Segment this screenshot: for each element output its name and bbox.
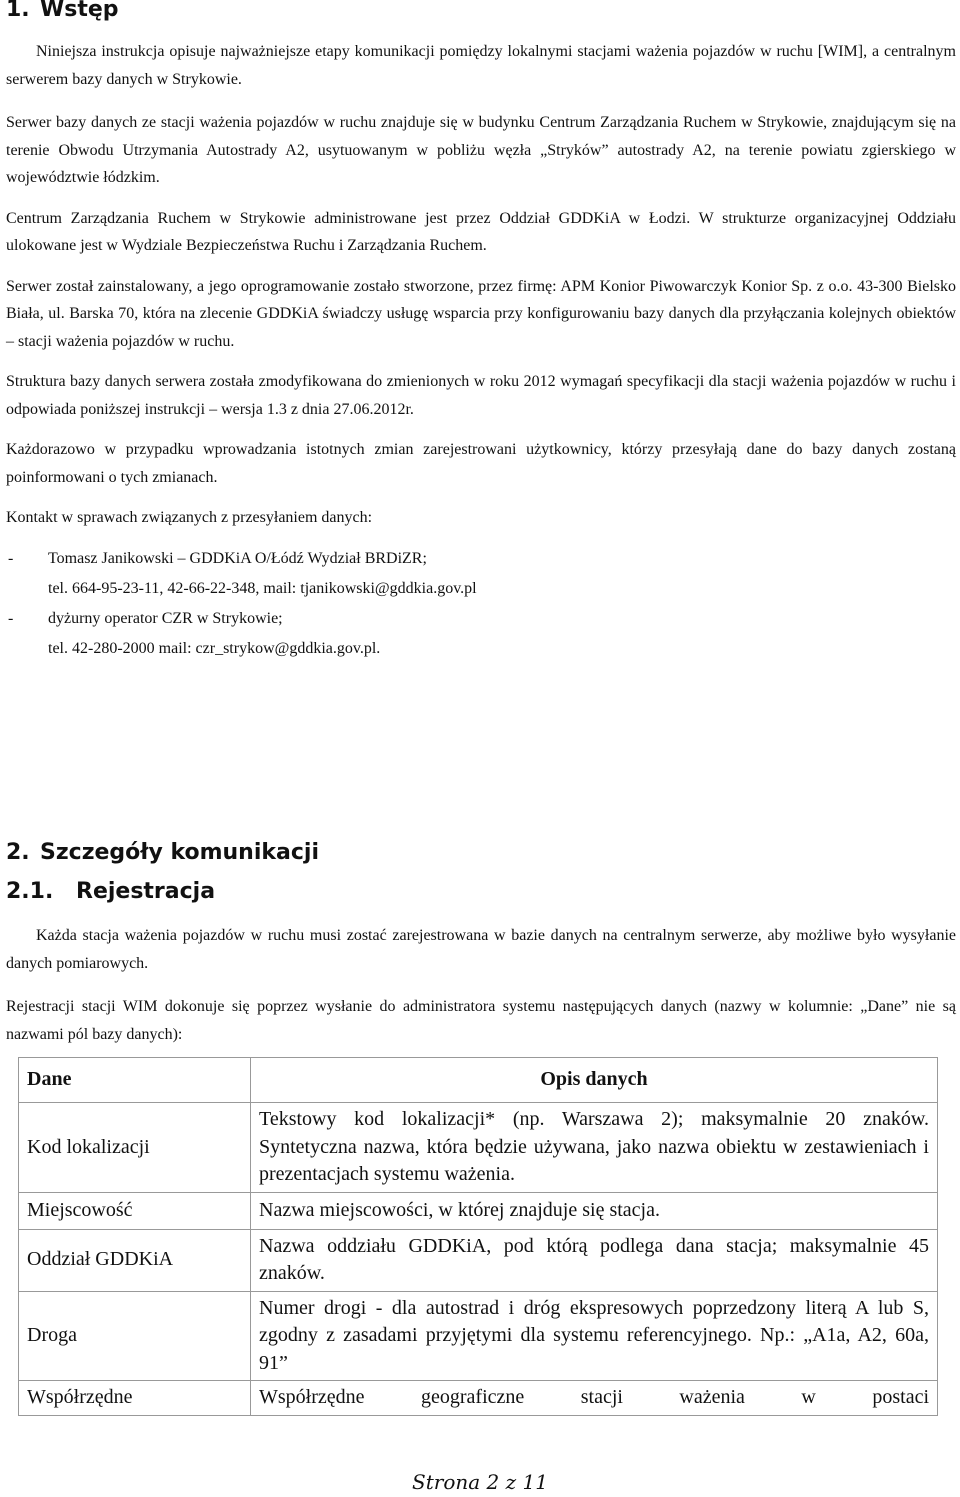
paragraph: Niniejsza instrukcja opisuje najważniejsze etapy komunikacji pomiędzy lokalnymi stacjami ważenia pojazdów w ruchu [WIM], a centralnym serwerem bazy danych w Strykowie. — [6, 43, 956, 88]
table-cell-desc: Numer drogi - dla autostrad i dróg ekspresowych poprzedzony literą A lub S, zgodny z zasadami przyjętymi dla systemu referencyjnego. Np.: „A1a, A2, 60a, 91” — [251, 1291, 938, 1381]
paragraph: Struktura bazy danych serwera została zmodyfikowana do zmienionych w roku 2012 wymagań specyfikacji dla stacji ważenia pojazdów w ruchu i odpowiada poniższej instrukcji – wersja 1.3 z dnia 27.06.2012r. — [6, 373, 956, 418]
section-heading-2 — [6, 840, 956, 865]
section-title: Rejestracja — [76, 879, 216, 904]
contact-details: tel. 664-95-23-11, 42-66-22-348, mail: tjanikowski@gddkia.gov.pl — [48, 579, 477, 597]
table-cell-name: Droga — [19, 1291, 251, 1381]
table-cell-name: Kod lokalizacji — [19, 1103, 251, 1193]
table-row — [19, 1291, 938, 1381]
paragraph: Każdorazowo w przypadku wprowadzania istotnych zmian zarejestrowani użytkownicy, którzy przesyłają dane do bazy danych zostaną poinformowani o tych zmianach. — [6, 441, 956, 486]
contact-name: Tomasz Janikowski – GDDKiA O/Łódź Wydział BRDiZR; — [48, 549, 427, 567]
contact-details: tel. 42-280-2000 mail: czr_strykow@gddkia.gov.pl. — [48, 639, 381, 657]
paragraph: Centrum Zarządzania Ruchem w Strykowie administrowane jest przez Oddział GDDKiA w Łodzi. W strukturze organizacyjnej Oddziału ulokowane jest w Wydziale Bezpieczeństwa Ruchu i Zarządzania Ruchem. — [6, 209, 956, 254]
contact-intro: Kontakt w sprawach związanych z przesyłaniem danych: — [6, 509, 373, 526]
table-cell-name: Współrzędne — [19, 1381, 251, 1416]
contact-item — [6, 604, 956, 664]
table-header-row — [19, 1058, 938, 1103]
table-cell-desc: Nazwa miejscowości, w której znajduje się stacja. — [251, 1192, 938, 1229]
table-row — [19, 1381, 938, 1416]
table-row — [19, 1192, 938, 1229]
section-1-body — [6, 38, 956, 664]
section-2-1-body — [6, 922, 956, 1048]
table-header-cell: Dane — [19, 1058, 251, 1103]
contact-item — [6, 544, 956, 604]
list-bullet: - — [8, 549, 14, 567]
contact-name: dyżurny operator CZR w Strykowie; — [48, 609, 283, 627]
page-footer: Strona 2 z 11 — [412, 1470, 548, 1494]
table-cell-name: Miejscowość — [19, 1192, 251, 1229]
table-cell-desc: Współrzędne geograficzne stacji ważenia w postaci — [251, 1381, 938, 1416]
contact-list — [6, 544, 956, 664]
paragraph: Serwer bazy danych ze stacji ważenia pojazdów w ruchu znajduje się w budynku Centrum Zarządzania Ruchem w Strykowie, znajdującym się na terenie Obwodu Utrzymania Autostrady A2, usytuowanym w pobliżu węzła „Stryków” autostrady A2, na terenie powiatu zgierskiego w województwie łódzkim. — [6, 114, 956, 186]
section-number: 2. — [6, 840, 30, 865]
paragraph: Każda stacja ważenia pojazdów w ruchu musi zostać zarejestrowana w bazie danych na centralnym serwerze, aby możliwe było wysyłanie danych pomiarowych. — [6, 927, 956, 972]
section-title: Wstęp — [40, 0, 119, 22]
section-heading-2-1 — [6, 879, 956, 904]
table-row — [19, 1103, 938, 1193]
list-bullet: - — [8, 609, 14, 627]
paragraph: Rejestracji stacji WIM dokonuje się poprzez wysłanie do administratora systemu następujących danych (nazwy w kolumnie: „Dane” nie są nazwami pól bazy danych): — [6, 998, 956, 1043]
section-number: 2.1. — [6, 879, 54, 904]
table-cell-desc: Nazwa oddziału GDDKiA, pod którą podlega dana stacja; maksymalnie 45 znaków. — [251, 1229, 938, 1291]
table-cell-desc: Tekstowy kod lokalizacji* (np. Warszawa 2); maksymalnie 20 znaków. Syntetyczna nazwa, która będzie używana, jako nazwa obiektu w zestawieniach i prezentacjach systemu ważenia. — [251, 1103, 938, 1193]
table-row — [19, 1229, 938, 1291]
table-cell-name: Oddział GDDKiA — [19, 1229, 251, 1291]
table-header-cell: Opis danych — [251, 1058, 938, 1103]
section-number: 1. — [6, 0, 30, 22]
registration-table — [18, 1057, 938, 1416]
section-title: Szczegóły komunikacji — [40, 840, 319, 865]
section-heading-1 — [6, 0, 956, 22]
paragraph: Serwer został zainstalowany, a jego oprogramowanie zostało stworzone, przez firmę: APM Konior Piwowarczyk Konior Sp. z o.o. 43-300 Bielsko Biała, ul. Barska 70, która na zlecenie GDDKiA świadczy usługę wsparcia przy konfigurowaniu bazy danych dla przyłączania kolejnych obiektów – stacji ważenia pojazdów w ruchu. — [6, 277, 956, 350]
